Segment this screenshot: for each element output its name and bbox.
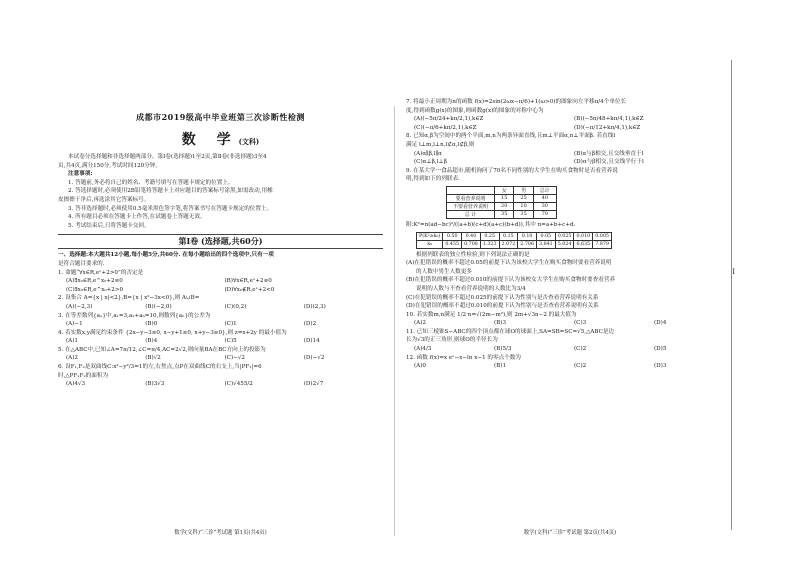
note-line: 1. 答题前,务必将自己的姓名、考籍号填写在答题卡规定的位置上。 xyxy=(68,179,234,186)
question-2: 2. 设集合 A={x | x|<2},B={x | x²−3x<0},则 A∪B= xyxy=(58,295,200,302)
options-q7: (C)(−π/6+kπ/2,1),k∈Z (D)(−π/12+kπ/4,1),k∈Z xyxy=(414,124,641,131)
page-footer: 数学(文科)“三诊”考试题 第1页(共4页) xyxy=(174,530,267,536)
question-4: 4. 若实数x,y满足约束条件 {2x−y−3≤0, x−y+1≥0, x+y−3≥0},则 z=x+2y 的最小值为 xyxy=(58,329,287,336)
exam-page-1 xyxy=(58,98,383,538)
exam-title: 成都市2019级高中毕业班第三次诊断性检测 xyxy=(136,112,305,122)
section-heading: 第Ⅰ卷 (选择题,共60分) xyxy=(58,234,383,249)
options-q1: (C)∃x₀∈R,e^x₀+2>0 (D)∀x₀∉R,eˣ+2<0 xyxy=(66,286,275,293)
critical-value-table: P(K²≥k₀) 0.50 0.40 0.25 0.15 0.10 0.05 0.025 0.010 0.005 k₀ 0.455 0.708 1.323 2.072 2.706 3.841 5.024 6.635 7.879 xyxy=(416,232,612,249)
mc-intro: 一、选择题:本大题共12小题,每小题5分,共60分. 在每小题给出的四个选项中,只有一项 xyxy=(58,252,274,259)
question-10: 10. 若实数m,n满足 1/2·n=√(2m−m²),则 2m+√3n−2 的最大值为 xyxy=(406,311,577,318)
question-8-cont: 满足 l⊥m,l⊥n,l⊄α,l⊄β,则 xyxy=(406,141,475,148)
options-q10: (A)2 (B)3 (C)3 (D)4 xyxy=(414,320,667,327)
note-line: 4. 所有题目必须在答题卡上作答,在试题卷上答题无效。 xyxy=(68,214,206,221)
options-q2: (A)(−2,3) (B)(−2,0) (C)(0,2) (D)(2,3) xyxy=(66,303,326,310)
options-q5: (A)2 (B)√2 (C)−√2 (D)−√2 xyxy=(66,355,325,362)
options-q7: (A)(−5π/24+kπ/2,1),k∈Z (B)(−5π/48+kπ/4,1),k∈Z xyxy=(414,116,644,123)
note-line: 3. 答非选择题时,必须使用0.5毫米黑色签字笔,将答案书写在答题卡规定的位置上。 xyxy=(68,205,273,212)
options-q11: (A)4/3 (B)5/3 (C)2 (D)5 xyxy=(414,346,667,353)
contingency-table: 女 男 总计 要看营养说明 15 25 40 不要看营养说明 20 10 30 总 计 35 35 70 xyxy=(446,186,557,219)
question-12: 12. 函数 f(x)=x eˣ−x−ln x−1 的零点个数为 xyxy=(406,354,521,361)
options-q1: (A)∃x₀∈R,e^x₀+2≤0 (B)∀x∈R,eˣ+2≤0 xyxy=(66,278,272,285)
question-9-cont: 明,得到如下的列联表. xyxy=(406,176,460,183)
option-q9-a: (A)在犯错误的概率不超过0.05的前提下认为该校大学生在购买食物时要看营养说明 xyxy=(406,260,612,267)
question-8: 8. 已知α,β为空间中的两个平面,m,n为两条异面直线,且m⊥平面α,n⊥平面β. 若直线l xyxy=(406,133,616,140)
note-line: 皮擦擦干净后,再选涂其它答案标号。 xyxy=(58,196,150,203)
intro-line: 页,共4页,满分150分,考试时间120分钟。 xyxy=(58,162,161,169)
exam-page-2 xyxy=(406,98,734,538)
options-q4: (A)1 (B)4 (C)5 (D)14 xyxy=(66,338,320,345)
option-q9-d: (D)在犯错误的概率不超过0.010的前提下认为性别与是否查看营养说明有关系 xyxy=(406,303,599,310)
question-11: 11. 已知三棱锥S−ABC的四个顶点都在球O的球面上,SA=SB=SC=√5,△ABC是边 xyxy=(406,328,615,335)
exam-sheet xyxy=(58,98,734,538)
question-11-cont: 长为√3的正三角形,则球O的半径长为 xyxy=(406,337,498,344)
sheet-edge-line xyxy=(731,60,732,530)
page-fold-divider xyxy=(394,106,395,536)
notes-heading: 注意事项: xyxy=(68,171,93,178)
option-q9-b: (B)在犯错误的概率不超过0.010的前提下认为该校女大学生在购买食物时要查看营养 xyxy=(406,277,616,284)
options-q3: (A)−1 (B)0 (C)1 (D)2 xyxy=(66,321,317,328)
options-q6: (A)4√3 (B)3√3 (C)√455/2 (D)2√7 xyxy=(66,381,324,388)
mc-intro: 是符合题目要求的. xyxy=(58,260,105,267)
question-7: 7. 将最小正周期为π的函数 f(x)=2sin(2ωx−π/6)+1(ω>0)的图象向左平移π/4个单位长 xyxy=(406,99,627,105)
question-1: 1. 命题“∀x∈R,eˣ+2>0”的否定是 xyxy=(58,269,144,276)
question-3: 3. 在等差数列{aₙ}中,a₁=3,a₂+a₃=10,则数列{aₙ}的公差为 xyxy=(58,312,211,319)
question-6-cont: 时,△PF₁F₂的面积为 xyxy=(58,372,109,379)
options-q8: (A)α∥β,l∥α (B)α与β相交,且交线垂直于l xyxy=(414,150,644,157)
options-q12: (A)0 (B)1 (C)2 (D)3 xyxy=(414,363,667,370)
page-footer: 数学(文科)“三诊”考试题 第2页(共4页) xyxy=(523,530,617,536)
note-line: 5. 考试结束后,只将答题卡交回。 xyxy=(68,222,150,229)
question-6: 6. 设F₁,F₂是双曲线C:x²−y²/3=1的左,右焦点,点P在双曲线C的右支上,当|PF₁|=6 xyxy=(58,364,262,371)
question-5: 5. 在△ABC中,已知∠A=7π/12,∠C=π/4,AC=2√2,则向量BA在BC方向上的投影为 xyxy=(58,346,266,353)
chi-square-formula: 附:K²=n(ad−bc)²/((a+b)(c+d)(a+c)(b+d)),其中 n=a+b+c+d. xyxy=(406,221,576,228)
option-q9-a-cont: 的人数中男生人数更多 xyxy=(416,268,472,275)
question-7-cont: 度,得到函数g(x)的图象,则函数g(x)的图象的对称中心为 xyxy=(406,107,544,114)
edge-mark: I xyxy=(732,268,735,276)
options-q8: (C)α⊥β,l⊥β (D)α与β相交,且交线平行于l xyxy=(414,159,644,166)
subject-heading: 数 学(文科) xyxy=(181,132,260,148)
note-line: 2. 答选择题时,必须使用2B铅笔将答题卡上对应题目的答案标号涂黑,如需改动,用橡 xyxy=(68,188,273,195)
option-q9-b-cont: 说明的人数与不查看营养说明的人数比为3/4 xyxy=(416,285,526,292)
option-q9-c: (C)在犯错误的概率不超过0.025的前提下认为性别与是否查看营养说明有关系 xyxy=(406,294,599,301)
intro-line: 本试卷分选择题和非选择题两部分。第Ⅰ卷(选择题)1至2页,第Ⅱ卷(非选择题)3至4 xyxy=(68,154,267,160)
question-9-lead: 根据列联表的独立性检验,则下列说法正确的是 xyxy=(416,251,530,258)
question-9: 9. 在某大学一食品超市,随机询问了70名不同性别的大学生在购买食物时是否看营养说 xyxy=(406,167,618,174)
